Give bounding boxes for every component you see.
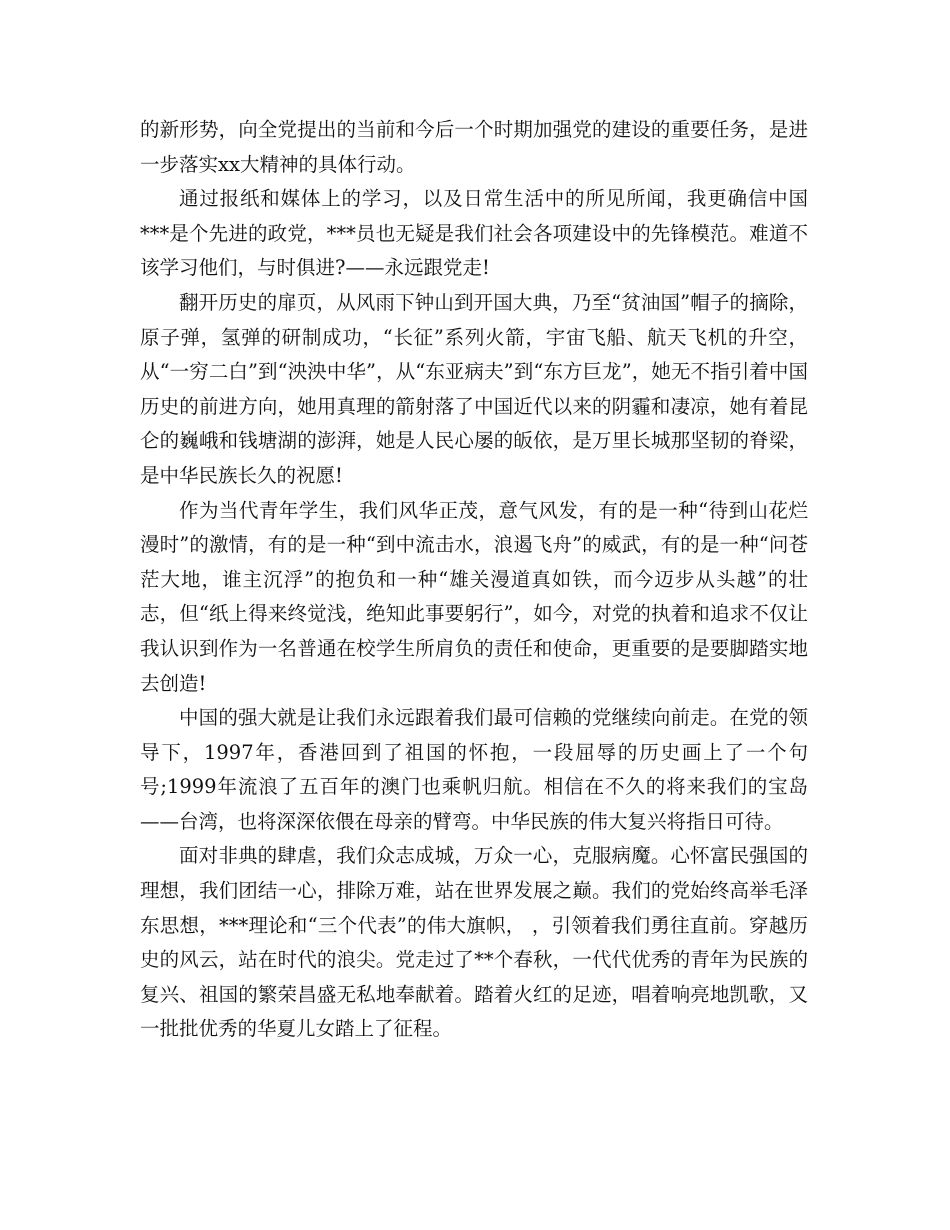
document-body — [140, 113, 808, 1047]
paragraph-5: 中国的强大就是让我们永远跟着我们最可信赖的党继续向前走。在党的领导下，1997年，香港回到了祖国的怀抱，一段屈辱的历史画上了一个句号;1999年流浪了五百年的澳门也乘帆归航。相信在不久的将来我们的宝岛——台湾，也将深深依偎在母亲的臂弯。中华民族的伟大复兴将指日可待。 — [140, 706, 808, 833]
paragraph-6: 面对非典的肆虐，我们众志成城，万众一心，克服病魔。心怀富民强国的理想，我们团结一心，排除万难，站在世界发展之巅。我们的党始终高举毛泽东思想，***理论和“三个代表”的伟大旗帜， ，引领着我们勇往直前。穿越历史的风云，站在时代的浪尖。党走过了**个春秋，一代代优秀的青年为民族的复兴、祖国的繁荣昌盛无私地奉献着。踏着火红的足迹，唱着响亮地凯歌，又一批批优秀的华夏儿女踏上了征程。 — [140, 844, 808, 1041]
paragraph-1: 的新形势，向全党提出的当前和今后一个时期加强党的建设的重要任务，是进一步落实xx大精神的具体行动。 — [140, 118, 808, 176]
paragraph-2: 通过报纸和媒体上的学习，以及日常生活中的所见所闻，我更确信中国***是个先进的政党，***员也无疑是我们社会各项建设中的先锋模范。难道不该学习他们，与时俱进?——永远跟党走! — [140, 187, 808, 280]
paragraph-3: 翻开历史的扉页，从风雨下钟山到开国大典，乃至“贫油国”帽子的摘除，原子弹，氢弹的研制成功，“长征”系列火箭，宇宙飞船、航天飞机的升空，从“一穷二白”到“泱泱中华”，从“东亚病夫”到“东方巨龙”，她无不指引着中国历史的前进方向，她用真理的箭射落了中国近代以来的阴霾和凄凉，她有着昆仑的巍峨和钱塘湖的澎湃，她是人民心屡的皈依，是万里长城那坚韧的脊梁，是中华民族长久的祝愿! — [140, 290, 808, 487]
paragraph-4: 作为当代青年学生，我们风华正茂，意气风发，有的是一种“待到山花烂漫时”的激情，有的是一种“到中流击水，浪遏飞舟”的威武，有的是一种“问苍茫大地，谁主沉浮”的抱负和一种“雄关漫道真如铁，而今迈步从头越”的壮志，但“纸上得来终觉浅，绝知此事要躬行”，如今，对党的执着和追求不仅让我认识到作为一名普通在校学生所肩负的责任和使命，更重要的是要脚踏实地去创造! — [140, 498, 808, 695]
